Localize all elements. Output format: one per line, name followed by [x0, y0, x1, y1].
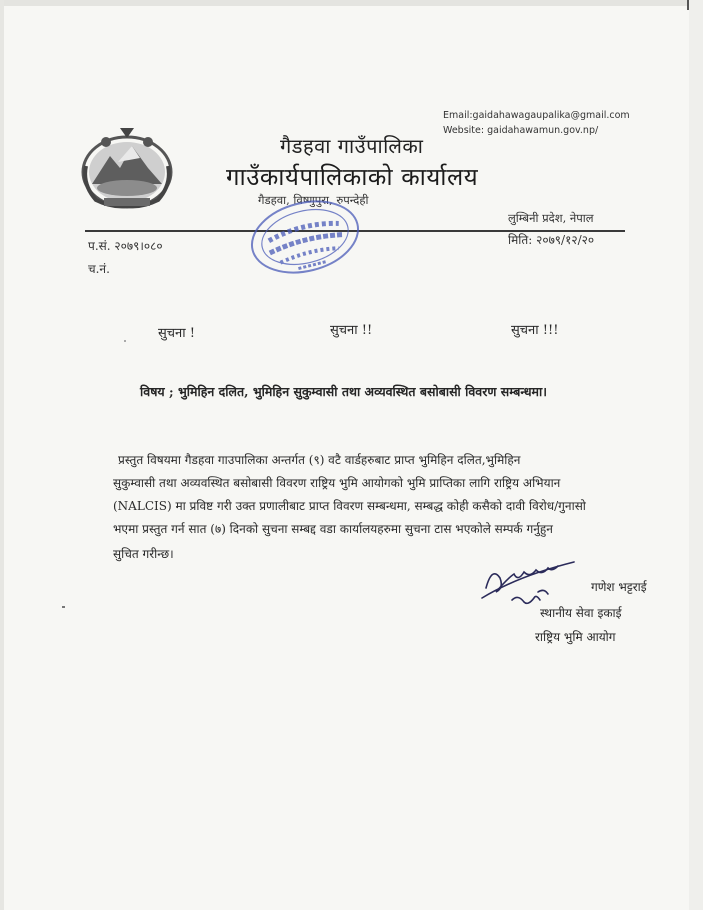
office-name: गाउँकार्यपालिकाको कार्यालय: [226, 163, 479, 191]
signatory-name: गणेश भट्टराई: [591, 580, 647, 594]
body-line-2: सुकुम्वासी तथा अव्यवस्थित बसोबासी विवरण राष्ट्रिय भुमि आयोगको भुमि प्राप्तिका लागि राष्ट्रिय अभियान: [113, 476, 561, 490]
handwritten-signature-icon: [478, 548, 588, 610]
notice-heading-3: सुचना !!!: [511, 323, 559, 338]
website-line: Website: gaidahawamun.gov.np/: [443, 125, 599, 136]
signatory-unit: स्थानीय सेवा इकाई: [540, 606, 622, 620]
body-line-3: (NALCIS) मा प्रविष्ट गरी उक्त प्रणालीबाट प्राप्त विवरण सम्बन्धमा, सम्बद्ध कोही कसैको दावी विरोध/गुनासो: [113, 499, 586, 513]
body-line-1: प्रस्तुत विषयमा गैडहवा गाउपालिका अन्तर्गत (९) वटै वार्डहरुबाट प्राप्त भुमिहिन दलित,भुमिहिन: [118, 453, 521, 467]
subject-line: विषय ; भुमिहिन दलित, भुमिहिन सुकुम्वासी तथा अव्यवस्थित बसोबासी विवरण सम्बन्धमा।: [140, 384, 547, 399]
body-line-5: सुचित गरीन्छ।: [113, 547, 174, 561]
scan-speck: [62, 606, 65, 608]
scan-speck: [124, 340, 126, 342]
province: लुम्बिनी प्रदेश, नेपाल: [508, 211, 594, 225]
body-line-4: भएमा प्रस्तुत गर्न सात (७) दिनको सुचना सम्बद्द वडा कार्यालयहरुमा सुचना टास भएकोले सम्पर्क गर्नुहुन: [113, 522, 553, 536]
reference-number: प.सं. २०७९।०८०: [88, 239, 163, 253]
scan-mark: [687, 0, 689, 10]
letter-date: मिति: २०७९/१२/२०: [508, 233, 595, 247]
office-stamp-icon: [245, 192, 365, 282]
office-address: गैडहवा, विष्णुपुरा, रुपन्देही: [258, 193, 369, 207]
scan-edge-top: [0, 0, 703, 6]
email-line: Email:gaidahawagaupalika@gmail.com: [443, 110, 630, 121]
dispatch-number: च.नं.: [88, 262, 110, 276]
org-name: गैडहवा गाउँपालिका: [280, 134, 424, 158]
notice-heading-2: सुचना !!: [330, 323, 373, 338]
scan-edge-left: [0, 0, 4, 910]
nepal-emblem-icon: [78, 122, 176, 210]
signatory-organization: राष्ट्रिय भुमि आयोग: [535, 630, 616, 644]
notice-heading-1: सुचना !: [158, 326, 195, 341]
scan-edge-right: [689, 0, 703, 910]
contact-block: [443, 108, 630, 138]
